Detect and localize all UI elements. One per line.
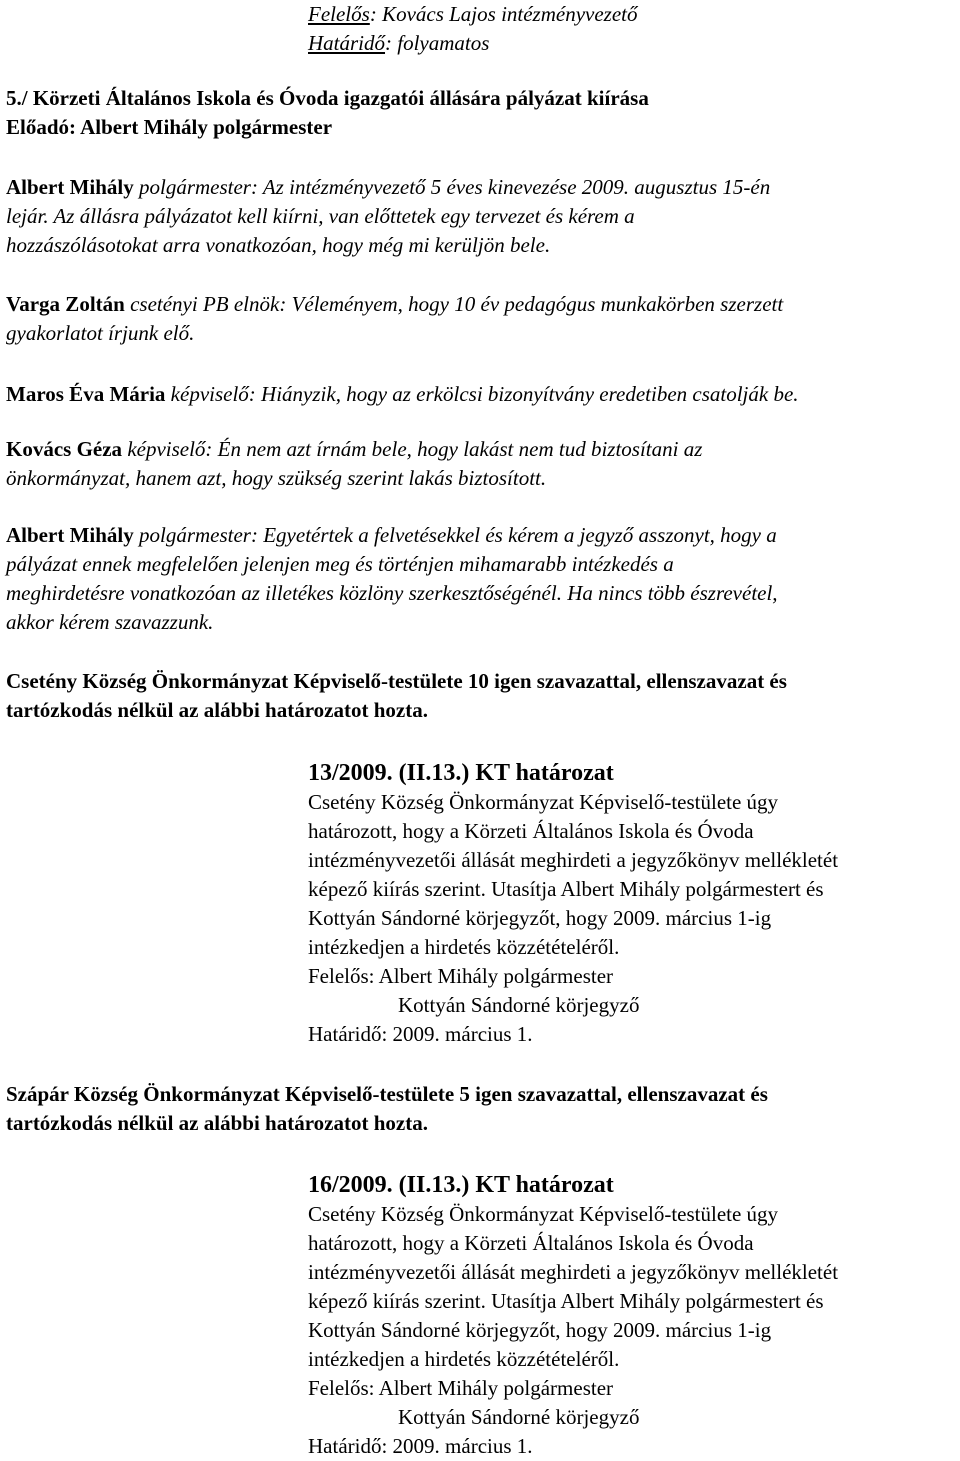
speaker-name: Albert Mihály <box>6 175 134 199</box>
vote-statement-csetenY <box>6 667 787 725</box>
resolution-deadline: Határidő: 2009. március 1. <box>308 1022 533 1046</box>
responsible-label: Felelős <box>308 2 370 26</box>
speech-line: csetényi PB elnök: Véleményem, hogy 10 év pedagógus munkakörben szerzett <box>124 292 784 316</box>
speaker-role: polgármester: <box>133 175 258 199</box>
deadline-value: : folyamatos <box>385 31 490 55</box>
speech-line: képviselő: Hiányzik, hogy az erkölcsi bizonyítvány eredetiben csatolják be. <box>165 382 799 406</box>
resolution-line: intézményvezetői állását meghirdeti a jegyzőkönyv mellékletét <box>308 1260 839 1284</box>
speech-maros <box>6 380 799 409</box>
speech-line: lejár. Az állásra pályázatot kell kiírni, van előttetek egy tervezet és kérem a <box>6 204 635 228</box>
agenda-item-presenter: Előadó: Albert Mihály polgármester <box>6 115 333 139</box>
vote-line: Csetény Község Önkormányzat Képviselő-testülete 10 igen szavazattal, ellenszavazat és <box>6 669 787 693</box>
speaker-name: Maros Éva Mária <box>6 382 166 406</box>
resolution-line: Kottyán Sándorné körjegyzőt, hogy 2009. március 1-ig <box>308 906 772 930</box>
speaker-name: Albert Mihály <box>6 523 134 547</box>
speech-line: önkormányzat, hanem azt, hogy szükség szerint lakás biztosított. <box>6 466 547 490</box>
speech-line: meghirdetésre vonatkozóan az illetékes közlöny szerkesztőségénél. Ha nincs több észrevétel, <box>6 581 778 605</box>
speech-line: gyakorlatot írjunk elő. <box>6 321 195 345</box>
resolution-line: Kottyán Sándorné körjegyzőt, hogy 2009. március 1-ig <box>308 1318 772 1342</box>
speech-albert-1 <box>6 173 770 260</box>
resolution-line: Csetény Község Önkormányzat Képviselő-testülete úgy <box>308 1202 779 1226</box>
top-responsibility <box>308 0 638 58</box>
speaker-name: Kovács Géza <box>6 437 123 461</box>
resolution-responsible-2: Kottyán Sándorné körjegyző <box>398 993 640 1017</box>
vote-statement-szapar <box>6 1080 768 1138</box>
agenda-item-5 <box>6 84 649 142</box>
resolution-line: képező kiírás szerint. Utasítja Albert Mihály polgármestert és <box>308 877 824 901</box>
speech-kovacs <box>6 435 702 493</box>
speech-line: akkor kérem szavazzunk. <box>6 610 214 634</box>
resolution-deadline: Határidő: 2009. március 1. <box>308 1434 533 1458</box>
speech-line: képviselő: Én nem azt írnám bele, hogy lakást nem tud biztosítani az <box>122 437 703 461</box>
vote-line: Szápár Község Önkormányzat Képviselő-testülete 5 igen szavazattal, ellenszavazat és <box>6 1082 768 1106</box>
responsible-value: : Kovács Lajos intézményvezető <box>369 2 638 26</box>
speech-line: polgármester: Egyetértek a felvetésekkel és kérem a jegyző asszonyt, hogy a <box>133 523 777 547</box>
resolution-line: intézkedjen a hirdetés közzétételéről. <box>308 935 620 959</box>
vote-line: tartózkodás nélkül az alábbi határozatot hozta. <box>6 698 428 722</box>
speech-line: hozzászólásotokat arra vonatkozóan, hogy még mi kerüljön bele. <box>6 233 551 257</box>
resolution-13-2009 <box>6 758 838 1049</box>
resolution-responsible: Felelős: Albert Mihály polgármester <box>308 1376 614 1400</box>
resolution-line: Csetény Község Önkormányzat Képviselő-testülete úgy <box>308 790 779 814</box>
speech-line: Az intézményvezető 5 éves kinevezése 2009. augusztus 15-én <box>257 175 771 199</box>
speech-albert-2 <box>6 521 778 637</box>
resolution-responsible: Felelős: Albert Mihály polgármester <box>308 964 614 988</box>
speech-varga <box>6 290 783 348</box>
agenda-item-title: 5./ Körzeti Általános Iskola és Óvoda igazgatói állására pályázat kiírása <box>6 86 649 110</box>
resolution-line: képező kiírás szerint. Utasítja Albert Mihály polgármestert és <box>308 1289 824 1313</box>
speech-line: pályázat ennek megfelelően jelenjen meg és történjen mihamarabb intézkedés a <box>6 552 674 576</box>
resolution-heading: 16/2009. (II.13.) KT határozat <box>308 1172 614 1198</box>
resolution-line: határozott, hogy a Körzeti Általános Iskola és Óvoda <box>308 1231 754 1255</box>
resolution-responsible-2: Kottyán Sándorné körjegyző <box>398 1405 640 1429</box>
resolution-heading: 13/2009. (II.13.) KT határozat <box>308 760 614 786</box>
resolution-line: határozott, hogy a Körzeti Általános Iskola és Óvoda <box>308 819 754 843</box>
speaker-name: Varga Zoltán <box>6 292 125 316</box>
resolution-line: intézkedjen a hirdetés közzétételéről. <box>308 1347 620 1371</box>
deadline-label: Határidő <box>308 31 386 55</box>
resolution-16-2009 <box>6 1170 838 1461</box>
vote-line: tartózkodás nélkül az alábbi határozatot hozta. <box>6 1111 428 1135</box>
resolution-line: intézményvezetői állását meghirdeti a jegyzőkönyv mellékletét <box>308 848 839 872</box>
